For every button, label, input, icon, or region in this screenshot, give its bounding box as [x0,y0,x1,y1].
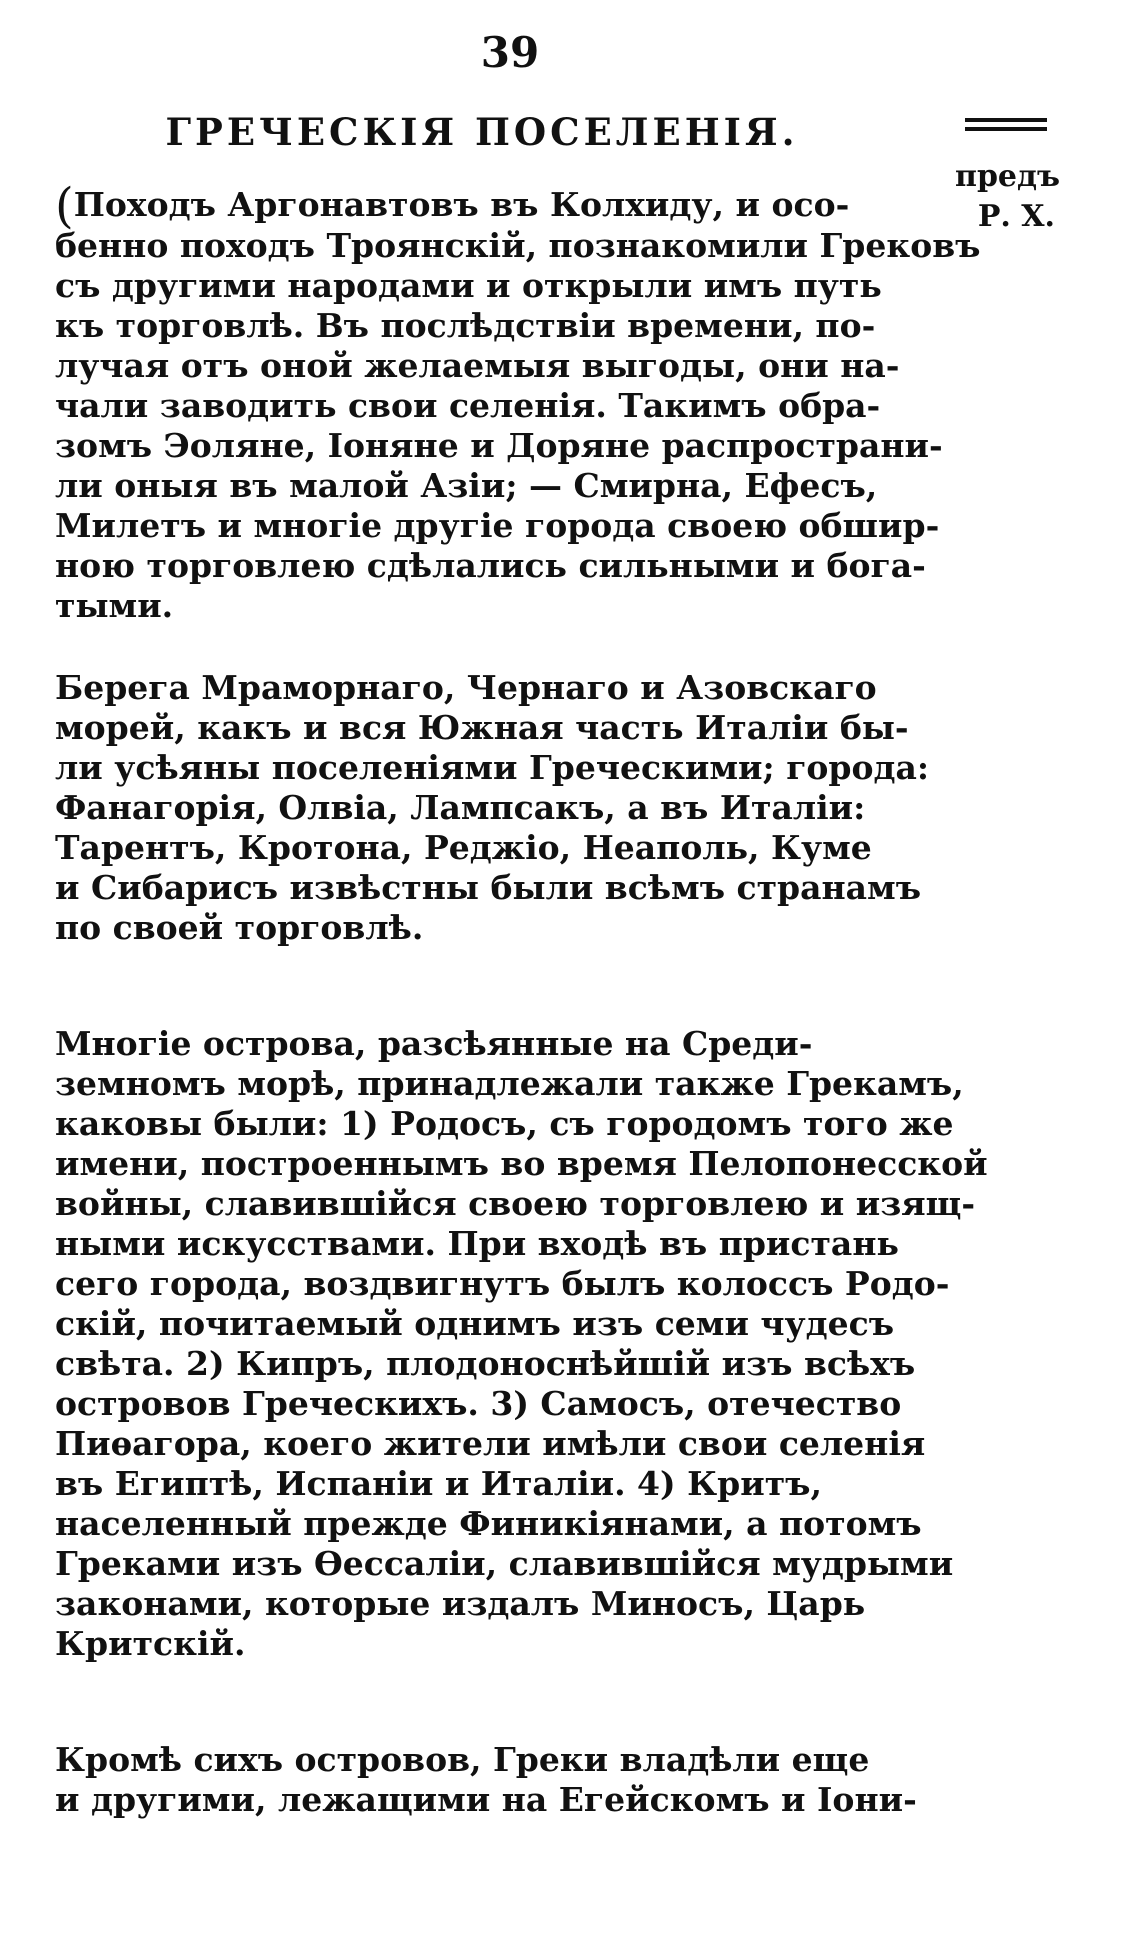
text-line: Критскій. [55,1624,246,1663]
text-line: Фанагорія, Олвіа, Лампсакъ, а въ Италіи: [55,788,866,827]
text-line: Милетъ и многіе другіе города своею обшир- [55,506,940,545]
text-line: съ другими народами и открыли имъ путь [55,266,882,305]
text-line: ною торговлею сдѣлались сильными и бога- [55,546,926,585]
text-line: Многіе острова, разсѣянные на Среди- [55,1024,813,1063]
text-line: сего города, воздвигнутъ былъ колоссъ Родо- [55,1264,950,1303]
text-line: тыми. [55,586,174,625]
text-line: въ Египтѣ, Испаніи и Италіи. 4) Критъ, [55,1464,822,1503]
margin-note-line: предъ [955,159,1061,194]
text-line: имени, построеннымъ во время Пелопонесской [55,1144,988,1183]
margin-note-line: Р. Х. [977,199,1055,234]
text-line: чали заводить свои селенія. Такимъ обра- [55,386,881,425]
text-line: морей, какъ и вся Южная часть Италіи бы- [55,708,909,747]
page-number: 39 [480,28,540,77]
text-line: по своей торговлѣ. [55,908,424,947]
text-line: свѣта. 2) Кипръ, плодоноснѣйшій изъ всѣхъ [55,1344,916,1383]
text-line: Кромѣ сихъ островов, Греки владѣли еще [55,1740,870,1779]
text-line: Пиѳагора, коего жители имѣли свои селенія [55,1424,926,1463]
text-line: ли оныя въ малой Азіи; — Смирна, Ефесъ, [55,466,878,505]
paragraph-2 [55,668,960,948]
paragraph-gap [55,1664,960,1740]
text-line: Тарентъ, Кротона, Реджіо, Неаполь, Куме [55,828,872,867]
text-line: островов Греческихъ. 3) Самосъ, отечество [55,1384,902,1423]
paragraph-gap [55,948,960,1024]
text-line-content: Походъ Аргонавтовъ въ Колхиду, и осо- [73,185,850,224]
text-line: Берега Мраморнаго, Чернаго и Азовскаго [55,668,877,707]
margin-rule-line [965,127,1047,131]
body-text [55,178,988,1820]
text-line: населенный прежде Финикіянами, а потомъ [55,1504,922,1543]
paragraph-4 [55,1740,960,1820]
paragraph-3 [55,1024,988,1664]
text-line: и другими, лежащими на Егейскомъ и Іони- [55,1780,917,1819]
text-line: земномъ морѣ, принадлежали также Грекамъ, [55,1064,964,1103]
text-line: лучая отъ оной желаемыя выгоды, они на- [55,346,900,385]
text-line [55,178,960,234]
text-line: и Сибарисъ извѣстны были всѣмъ странамъ [55,868,922,907]
text-line: зомъ Эоляне, Іоняне и Доряне распространи- [55,426,943,465]
paragraph-1 [55,178,981,626]
paragraph-gap [55,626,960,668]
text-line: ными искусствами. При входѣ въ пристань [55,1224,899,1263]
margin-rule [965,118,1047,136]
chapter-title: ГРЕЧЕСКІЯ ПОСЕЛЕНІЯ. [165,110,799,154]
text-line: ли усѣяны поселеніями Греческими; города: [55,748,930,787]
text-line: законами, которые издалъ Миносъ, Царь [55,1584,866,1623]
opening-bracket: ( [55,178,74,234]
text-line: скій, почитаемый однимъ изъ семи чудесъ [55,1304,895,1343]
margin-note [955,157,1061,237]
text-line: Греками изъ Ѳессаліи, славившійся мудрыми [55,1544,954,1583]
margin-rule-line [965,118,1047,122]
text-line: войны, славившійся своею торговлею и изящ- [55,1184,976,1223]
text-line: каковы были: 1) Родосъ, съ городомъ того же [55,1104,954,1143]
text-line: бенно походъ Троянскій, познакомили Грековъ [55,226,981,265]
text-line: къ торговлѣ. Въ послѣдствіи времени, по- [55,306,876,345]
